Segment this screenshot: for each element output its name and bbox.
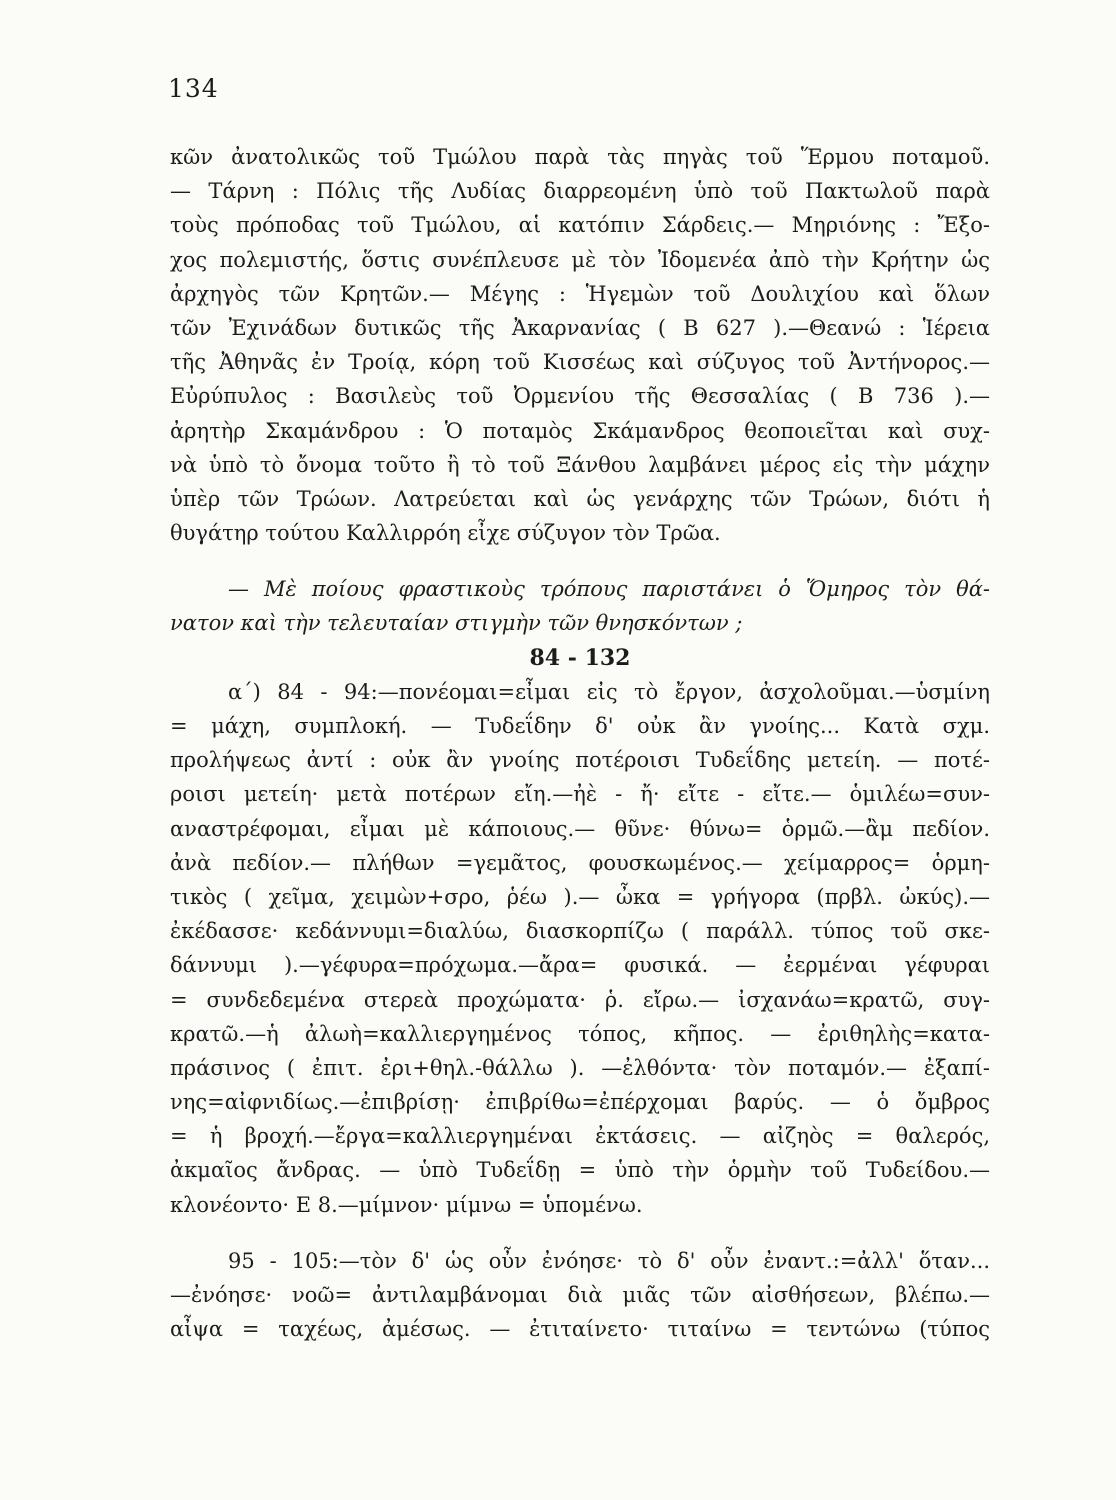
text-line: ἀρχηγὸς τῶν Κρητῶν.— Μέγης : Ἡγεμὼν τοῦ Δουλιχίου καὶ ὅλων — [170, 281, 990, 306]
paragraph-glossary-names — [170, 140, 990, 550]
text-line: ροισι μετείη· μετὰ ποτέρων εἴη.—ἠὲ - ἤ· εἴτε - εἴτε.— ὁμιλέω=συν- — [170, 782, 990, 807]
section-heading: 84 - 132 — [529, 644, 631, 671]
text-line: αναστρέφομαι, εἶμαι μὲ κάποιους.— θῦνε· θύνω= ὁρμῶ.—ἂμ πεδίον. — [170, 816, 990, 841]
text-line: ἀρητὴρ Σκαμάνδρου : Ὁ ποταμὸς Σκάμανδρος θεοποιεῖται καὶ συχ- — [170, 418, 990, 443]
question-line: — Μὲ ποίους φραστικοὺς τρόπους παριστάνει ὁ Ὅμηρος τὸν θά- — [228, 577, 990, 602]
text-line: τοὺς πρόποδας τοῦ Τμώλου, αἱ κατόπιν Σάρδεις.— Μηριόνης : Ἔξο- — [170, 213, 990, 238]
question-line: νατον καὶ τὴν τελευταίαν στιγμὴν τῶν θνησκόντων ; — [170, 611, 743, 636]
text-line: ἀκμαῖος ἄνδρας. — ὑπὸ Τυδεΐδῃ = ὑπὸ τὴν ὁρμὴν τοῦ Τυδείδου.— — [170, 1158, 990, 1183]
text-line: = μάχη, συμπλοκή. — Τυδεΐδην δ' οὐκ ἂν γνοίης... Κατὰ σχμ. — [170, 714, 990, 738]
text-line: 95 - 105:—τὸν δ' ὡς οὖν ἐνόησε· τὸ δ' οὖν ἐναντ.:=ἀλλ' ὅταν... — [228, 1248, 990, 1273]
text-line: τικὸς ( χεῖμα, χειμὼν+σρο, ῥέω ).— ὦκα = γρήγορα (πρβλ. ὠκύς).— — [170, 884, 990, 909]
text-line: χος πολεμιστής, ὅστις συνέπλευσε μὲ τὸν Ἰδομενέα ἀπὸ τὴν Κρήτην ὡς — [170, 247, 990, 272]
text-line: — Τάρνη : Πόλις τῆς Λυδίας διαρρεομένη ὑπὸ τοῦ Πακτωλοῦ παρὰ — [170, 179, 990, 204]
text-line: ἐκέδασσε· κεδάννυμι=διαλύω, διασκορπίζω ( παράλλ. τύπος τοῦ σκε- — [170, 919, 990, 944]
text-line: = ἡ βροχή.—ἔργα=καλλιεργημέναι ἐκτάσεις. — αἰζηὸς = θαλερός, — [170, 1124, 990, 1149]
page-number: 134 — [168, 74, 219, 103]
text-line: α΄) 84 - 94:—πονέομαι=εἶμαι εἰς τὸ ἔργον, ἀσχολοῦμαι.—ὑσμίνη — [228, 679, 990, 704]
text-line: κῶν ἀνατολικῶς τοῦ Τμώλου παρὰ τὰς πηγὰς τοῦ Ἕρμου ποταμοῦ. — [170, 145, 990, 169]
text-line: τῆς Ἀθηνᾶς ἐν Τροίᾳ, κόρη τοῦ Κισσέως καὶ σύζυγος τοῦ Ἀντήνορος.— — [170, 350, 990, 375]
text-line: θυγάτηρ τούτου Καλλιρρόη εἶχε σύζυγον τὸν Τρῶα. — [170, 521, 721, 546]
text-line: κλονέοντο· Ε 8.—μίμνον· μίμνω = ὑπομένω. — [170, 1192, 643, 1217]
question-paragraph — [170, 572, 990, 640]
text-line: νης=αἰφνιδίως.—ἐπιβρίσῃ· ἐπιβρίθω=ἐπέρχομαι βαρύς. — ὁ ὄμβρος — [170, 1090, 990, 1115]
text-line: πράσινος ( ἐπιτ. ἐρι+θηλ.-θάλλω ). —ἐλθόντα· τὸν ποταμόν.— ἐξαπί- — [170, 1055, 990, 1080]
document-body — [170, 140, 990, 1346]
paragraph-commentary-95-105 — [170, 1244, 990, 1347]
text-line: τῶν Ἐχινάδων δυτικῶς τῆς Ἀκαρνανίας ( Β 627 ).—Θεανώ : Ἱέρεια — [170, 315, 990, 340]
text-line: νὰ ὑπὸ τὸ ὄνομα τοῦτο ἢ τὸ τοῦ Ξάνθου λαμβάνει μέρος εἰς τὴν μάχην — [170, 452, 990, 477]
text-line: = συνδεδεμένα στερεὰ προχώματα· ῥ. εἴρω.— ἰσχανάω=κρατῶ, συγ- — [170, 987, 990, 1012]
text-line: ἀνὰ πεδίον.— πλήθων =γεμᾶτος, φουσκωμένος.— χείμαρρος= ὁρμη- — [170, 850, 990, 875]
text-line: αἶψα = ταχέως, ἀμέσως. — ἐτιταίνετο· τιταίνω = τεντώνω (τύπος — [170, 1317, 990, 1342]
text-line: ὑπὲρ τῶν Τρώων. Λατρεύεται καὶ ὡς γενάρχης τῶν Τρώων, διότι ἡ — [170, 486, 990, 511]
text-line: δάννυμι ).—γέφυρα=πρόχωμα.—ἄρα= φυσικά. — ἐερμέναι γέφυραι — [170, 953, 990, 978]
text-line: —ἐνόησε· νοῶ= ἀντιλαμβάνομαι διὰ μιᾶς τῶν αἰσθήσεων, βλέπω.— — [170, 1283, 990, 1307]
text-line: Εὐρύπυλος : Βασιλεὺς τοῦ Ὀρμενίου τῆς Θεσσαλίας ( Β 736 ).— — [170, 384, 990, 409]
text-line: προλήψεως ἀντί : οὐκ ἂν γνοίης ποτέροισι Τυδεΐδης μετείη. — ποτέ- — [170, 748, 990, 773]
text-line: κρατῶ.—ἡ ἀλωὴ=καλλιεργημένος τόπος, κῆπος. — ἐριθηλὴς=κατα- — [170, 1021, 990, 1046]
paragraph-commentary-84-94 — [170, 675, 990, 1222]
